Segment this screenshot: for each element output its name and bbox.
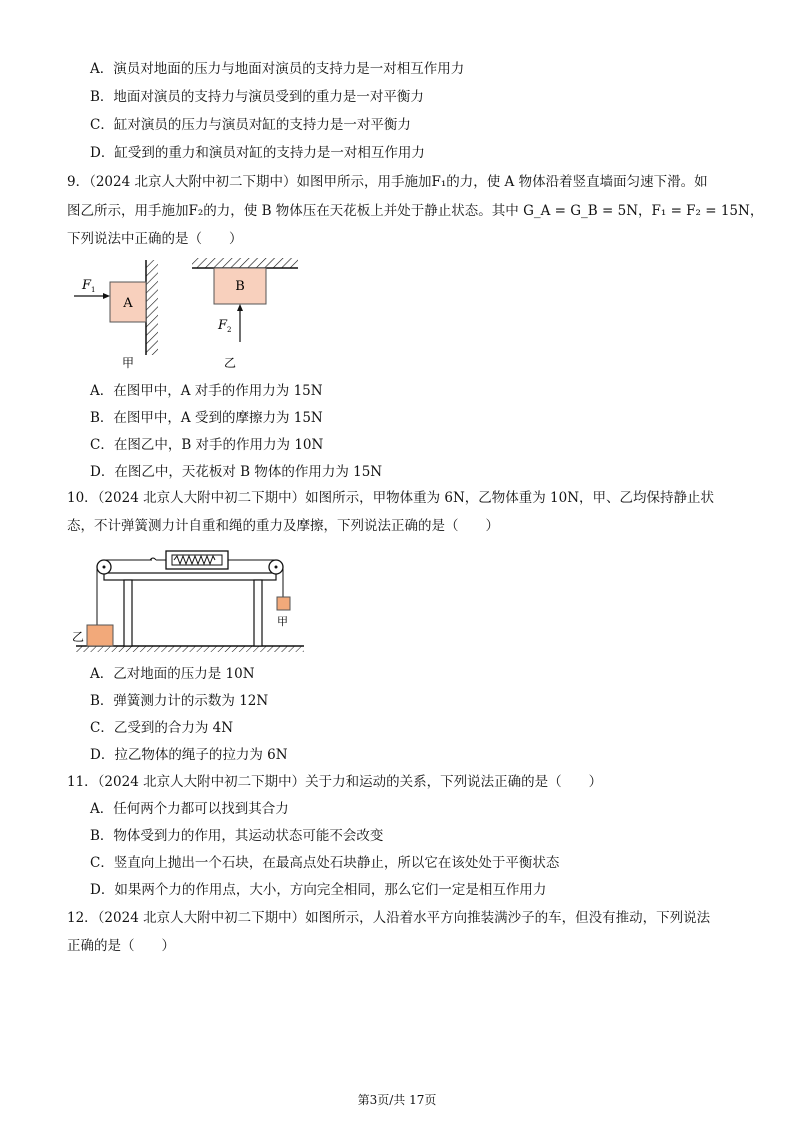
q10-table-leg-left (124, 580, 132, 646)
q10-block-yi (87, 625, 113, 646)
q10-figure (70, 545, 310, 655)
q9-force1-label: F (82, 278, 92, 293)
q9-force2-arrowhead (237, 304, 243, 311)
q8-option-d: D．缸受到的重力和演员对缸的支持力是一对相互作用力 (90, 145, 425, 161)
q9-option-b: B．在图甲中，A 受到的摩擦力为 15N (90, 410, 323, 426)
q9-force2-label: F (218, 318, 228, 333)
q9-option-d: D．在图乙中，天花板对 B 物体的作用力为 15N (90, 464, 383, 480)
q9-caption-left: 甲 (122, 356, 135, 370)
q10-pulley-right (269, 560, 283, 574)
q10-pulley-left (97, 560, 111, 574)
q9-option-c: C．在图乙中，B 对手的作用力为 10N (90, 437, 324, 453)
q10-spring-scale (150, 551, 228, 569)
page-footer: 第3页/共 17页 (357, 1093, 437, 1107)
q9-figure (70, 250, 310, 375)
q10-option-b: B．弹簧测力计的示数为 12N (90, 693, 269, 709)
q8-option-a: A．演员对地面的压力与地面对演员的支持力是一对相互作用力 (90, 61, 465, 77)
q9-block-b-label: B (235, 279, 245, 294)
q9-ceiling (192, 258, 298, 268)
q10-table-leg-right (254, 580, 262, 646)
q9-force2-subscript: 2 (227, 326, 232, 334)
q10-label-yi: 乙 (72, 630, 85, 644)
q9-wall (146, 260, 158, 355)
q9-caption-right: 乙 (224, 356, 237, 370)
q11-stem: 11．（2024 北京人大附中初二下期中）关于力和运动的关系，下列说法正确的是（ ） (67, 774, 603, 790)
q10-option-d: D．拉乙物体的绳子的拉力为 6N (90, 747, 288, 763)
q10-table-top (104, 573, 276, 580)
q9-stem-line-3: 下列说法中正确的是（ ） (67, 231, 243, 247)
q10-stem-line-1: 10．（2024 北京人大附中初二下期中）如图所示，甲物体重为 6N，乙物体重为 10N，甲、乙均保持静止状 (67, 490, 715, 506)
q12-stem-line-2: 正确的是（ ） (67, 938, 175, 954)
q10-option-c: C．乙受到的合力为 4N (90, 720, 234, 736)
q8-option-c: C．缸对演员的压力与演员对缸的支持力是一对平衡力 (90, 117, 411, 133)
q11-option-d: D．如果两个力的作用点，大小，方向完全相同，那么它们一定是相互作用力 (90, 882, 547, 898)
q9-stem-line-1: 9．（2024 北京人大附中初二下期中）如图甲所示，用手施加F₁的力，使 A 物体沿着竖直墙面匀速下滑。如 (67, 174, 708, 190)
q10-label-jia: 甲 (277, 615, 288, 628)
q12-stem-line-1: 12．（2024 北京人大附中初二下期中）如图所示，人沿着水平方向推装满沙子的车，但没有推动，下列说法 (67, 910, 711, 926)
q9-force1-arrowhead (103, 293, 110, 299)
q11-option-c: C．竖直向上抛出一个石块，在最高点处石块静止，所以它在该处处于平衡状态 (90, 855, 560, 871)
q9-force1-subscript: 1 (91, 286, 96, 294)
q9-stem-line-2: 图乙所示，用手施加F₂的力，使 B 物体压在天花板上并处于静止状态。其中 G_A = G_B = 5N，F₁ = F₂ = 15N， (67, 203, 764, 219)
q9-option-a: A．在图甲中，A 对手的作用力为 15N (90, 383, 323, 399)
q11-option-b: B．物体受到力的作用，其运动状态可能不会改变 (90, 828, 384, 844)
q10-option-a: A．乙对地面的压力是 10N (90, 666, 255, 682)
q9-block-a-label: A (123, 296, 133, 311)
q10-stem-line-2: 态，不计弹簧测力计自重和绳的重力及摩擦，下列说法正确的是（ ） (67, 518, 499, 534)
q10-block-jia (277, 597, 290, 610)
q11-option-a: A．任何两个力都可以找到其合力 (90, 801, 289, 817)
q10-ground (76, 646, 304, 652)
q8-option-b: B．地面对演员的支持力与演员受到的重力是一对平衡力 (90, 89, 424, 105)
